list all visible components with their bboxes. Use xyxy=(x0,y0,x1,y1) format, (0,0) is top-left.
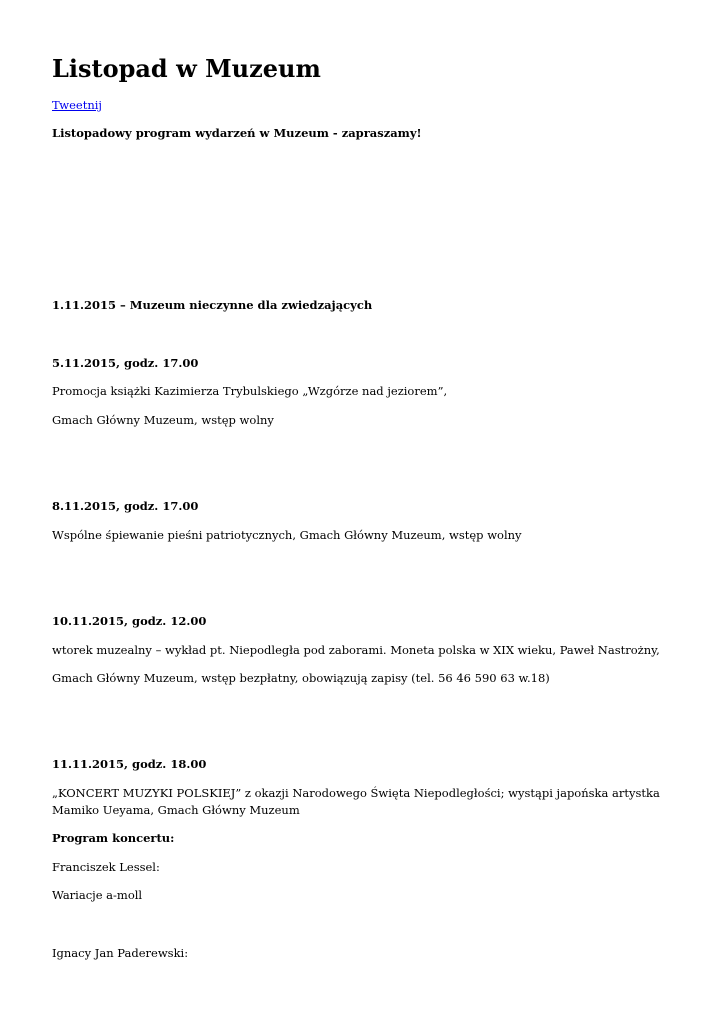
program-heading: Program koncertu: xyxy=(52,831,175,845)
event-4-description: wtorek muzealny – wykład pt. Niepodległa pod zaborami. Moneta polska w XIX wieku, Paweł Nastrożny, xyxy=(52,643,660,657)
program-item: Franciszek Lessel: xyxy=(52,860,160,874)
event-date-5: 11.11.2015, godz. 18.00 xyxy=(52,757,207,771)
program-item: Ignacy Jan Paderewski: xyxy=(52,946,189,960)
event-date-1: 1.11.2015 – Muzeum nieczynne dla zwiedzających xyxy=(52,298,373,312)
event-date-4: 10.11.2015, godz. 12.00 xyxy=(52,614,207,628)
event-2-description: Promocja książki Kazimierza Trybulskiego „Wzgórze nad jeziorem”, xyxy=(52,384,448,398)
tweet-paragraph xyxy=(52,97,102,114)
page-title: Listopad w Muzeum xyxy=(52,54,321,83)
intro-text: Listopadowy program wydarzeń w Muzeum - zapraszamy! xyxy=(52,126,422,140)
tweet-link[interactable]: Tweetnij xyxy=(52,98,102,112)
event-date-3: 8.11.2015, godz. 17.00 xyxy=(52,499,199,513)
event-4-location: Gmach Główny Muzeum, wstęp bezpłatny, obowiązują zapisy (tel. 56 46 590 63 w.18) xyxy=(52,671,550,685)
event-5-description: „KONCERT MUZYKI POLSKIEJ” z okazji Narodowego Święta Niepodległości; wystąpi japońska artystka Mamiko Ueyama, Gmach Główny Muzeum xyxy=(52,786,660,817)
event-3-description: Wspólne śpiewanie pieśni patriotycznych, Gmach Główny Muzeum, wstęp wolny xyxy=(52,528,522,542)
event-2-location: Gmach Główny Muzeum, wstęp wolny xyxy=(52,413,274,427)
event-date-2: 5.11.2015, godz. 17.00 xyxy=(52,356,199,370)
program-item: Wariacje a-moll xyxy=(52,888,143,902)
